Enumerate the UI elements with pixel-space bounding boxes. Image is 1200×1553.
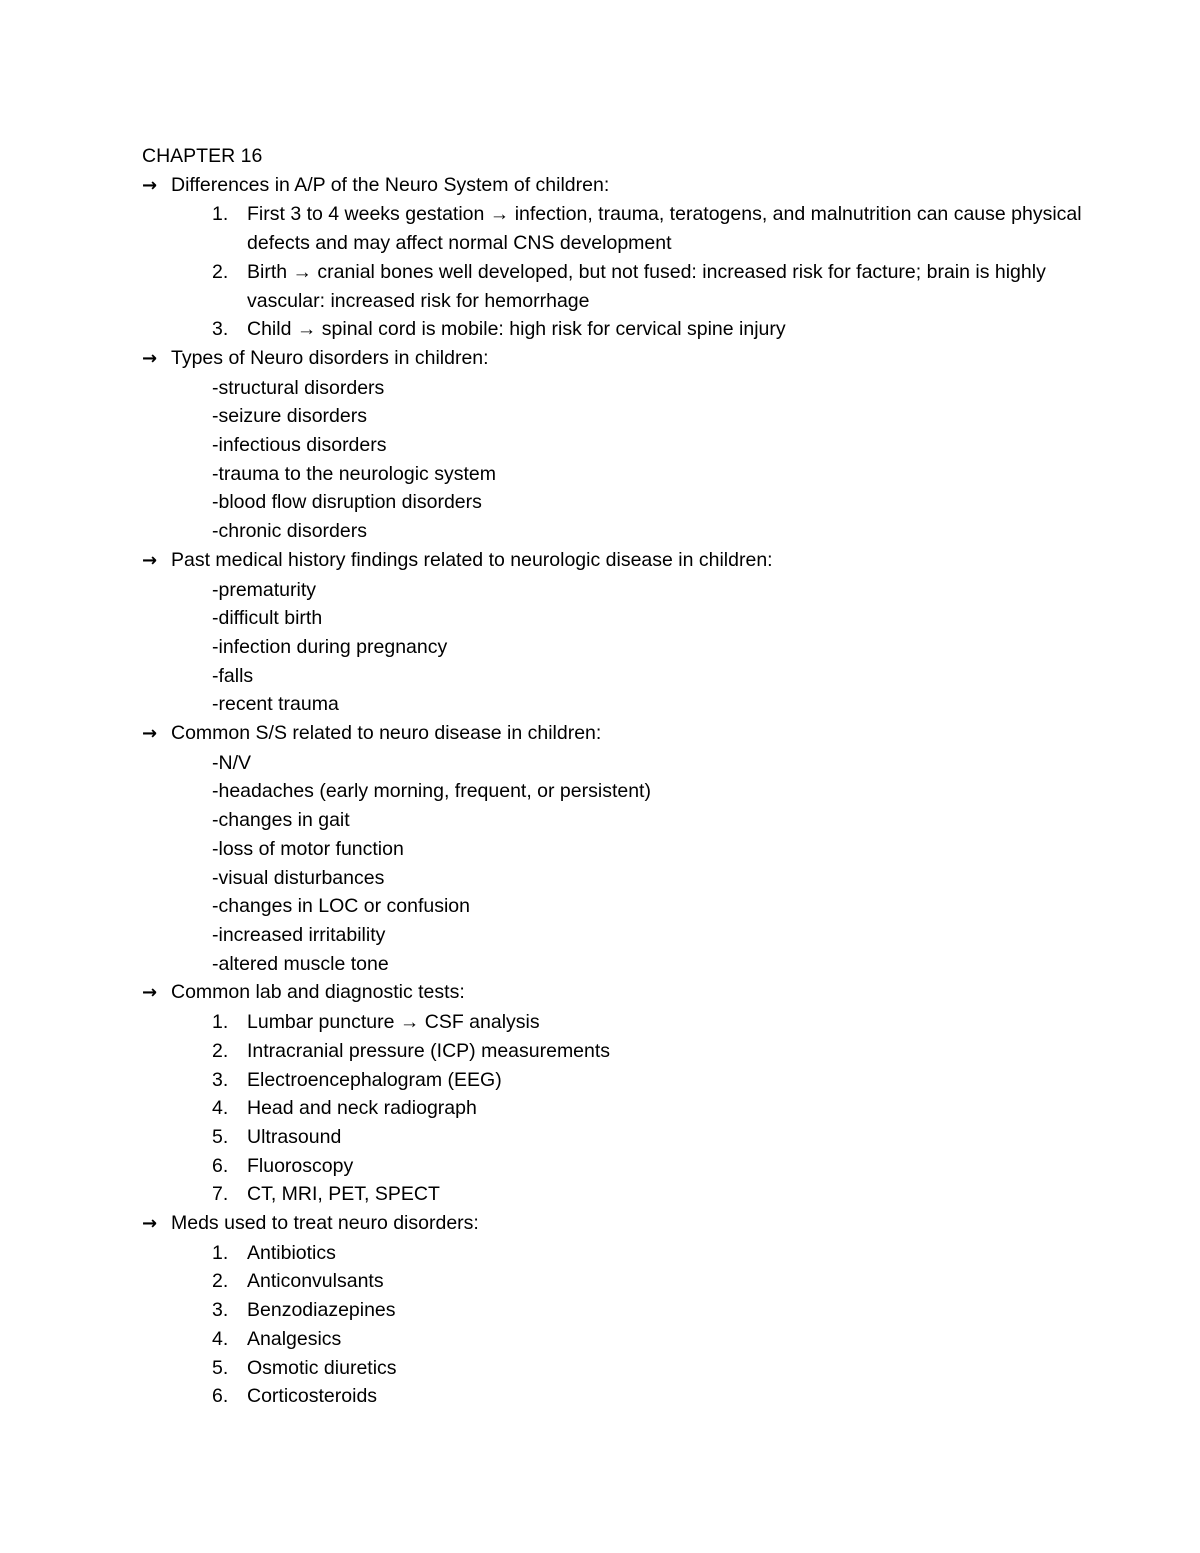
list-number: 7. [212, 1183, 229, 1206]
list-item-text: Lumbar puncture → CSF analysis [247, 1011, 540, 1034]
section-heading-text: Meds used to treat neuro disorders: [171, 1212, 479, 1235]
list-item-text: Fluoroscopy [247, 1154, 354, 1177]
dash-list-item: -visual disturbances [212, 866, 385, 889]
section-heading-text: Types of Neuro disorders in children: [171, 346, 489, 369]
list-item-text: CT, MRI, PET, SPECT [247, 1183, 440, 1206]
numbered-list-item [142, 1325, 1082, 1354]
dash-list-item: -seizure disorders [212, 405, 367, 428]
arrow-right-icon: → [142, 549, 158, 571]
section-heading [142, 719, 1082, 749]
numbered-list-item [142, 1037, 1082, 1066]
section-heading-text: Common lab and diagnostic tests: [171, 981, 465, 1004]
section-heading [142, 171, 1082, 201]
list-item-text: Antibiotics [247, 1241, 336, 1264]
list-number: 6. [212, 1385, 229, 1408]
section-heading [142, 344, 1082, 374]
list-number: 1. [212, 1241, 229, 1264]
arrow-right-icon: → [142, 347, 158, 369]
list-number: 1. [212, 203, 229, 226]
section-heading-text: Differences in A/P of the Neuro System of children: [171, 173, 610, 196]
list-item-text: Corticosteroids [247, 1385, 378, 1408]
section-heading [142, 546, 1082, 576]
list-number: 4. [212, 1327, 229, 1350]
list-number: 1. [212, 1011, 229, 1034]
section-heading [142, 978, 1082, 1008]
list-number: 3. [212, 318, 229, 341]
list-number: 5. [212, 1125, 229, 1148]
dash-list-item: -chronic disorders [212, 520, 367, 543]
list-item-text: Intracranial pressure (ICP) measurements [247, 1039, 611, 1062]
list-item-text: Analgesics [247, 1327, 342, 1350]
list-item-text: Benzodiazepines [247, 1299, 396, 1322]
numbered-list-item [142, 1354, 1082, 1383]
dash-list-item: -N/V [212, 751, 251, 774]
list-item-text: Osmotic diuretics [247, 1356, 397, 1379]
numbered-list-item [142, 315, 1082, 344]
arrow-right-icon: → [142, 982, 158, 1004]
dash-list-item: -structural disorders [212, 376, 385, 399]
numbered-list-item [142, 1008, 1082, 1037]
numbered-list-item [142, 1239, 1082, 1268]
dash-list-item: -prematurity [212, 578, 317, 601]
list-number: 2. [212, 1039, 229, 1062]
section-heading [142, 1209, 1082, 1239]
dash-list-item: -falls [212, 664, 254, 687]
numbered-list-item [142, 1152, 1082, 1181]
dash-list-item: -trauma to the neurologic system [212, 462, 496, 485]
dash-list-item: -difficult birth [212, 607, 323, 630]
dash-list-item: -increased irritability [212, 923, 386, 946]
list-item-text: Child → spinal cord is mobile: high risk for cervical spine injury [247, 318, 786, 341]
dash-list-item: -recent trauma [212, 693, 339, 716]
dash-list-item: -infection during pregnancy [212, 635, 448, 658]
numbered-list-item [142, 1267, 1082, 1296]
numbered-list-item [142, 258, 1082, 315]
document-body [142, 142, 1082, 1411]
list-number: 2. [212, 260, 229, 283]
dash-list-item: -altered muscle tone [212, 952, 389, 975]
list-item-text: Electroencephalogram (EEG) [247, 1068, 502, 1091]
numbered-list-item [142, 1296, 1082, 1325]
dash-list-item: -loss of motor function [212, 837, 404, 860]
numbered-list-item [142, 1180, 1082, 1209]
dash-list-item: -blood flow disruption disorders [212, 491, 482, 514]
arrow-right-icon: → [142, 1213, 158, 1235]
numbered-list-item [142, 1382, 1082, 1411]
numbered-list-item [142, 1094, 1082, 1123]
list-item-text: First 3 to 4 weeks gestation → infection, trauma, teratogens, and malnutrition can cause physical defects and may affect normal CNS development [247, 203, 1082, 255]
dash-list-item: -headaches (early morning, frequent, or persistent) [212, 780, 651, 803]
section-heading-text: Past medical history findings related to neurologic disease in children: [171, 548, 773, 571]
list-number: 3. [212, 1299, 229, 1322]
arrow-right-icon: → [142, 174, 158, 196]
dash-list-item: -changes in LOC or confusion [212, 895, 470, 918]
section-heading-text: Common S/S related to neuro disease in children: [171, 722, 602, 745]
list-number: 6. [212, 1154, 229, 1177]
list-number: 5. [212, 1356, 229, 1379]
list-item-text: Head and neck radiograph [247, 1097, 477, 1120]
dash-list-item: -infectious disorders [212, 434, 387, 457]
list-number: 2. [212, 1270, 229, 1293]
arrow-right-icon: → [142, 723, 158, 745]
dash-list-item: -changes in gait [212, 809, 350, 832]
list-item-text: Anticonvulsants [247, 1270, 384, 1293]
numbered-list-item [142, 1123, 1082, 1152]
numbered-list-item [142, 200, 1082, 257]
list-item-text: Ultrasound [247, 1125, 342, 1148]
numbered-list-item [142, 1066, 1082, 1095]
list-item-text: Birth → cranial bones well developed, but not fused: increased risk for facture; brain is highly vascular: increased risk for hemorrhage [247, 260, 1046, 312]
chapter-title: CHAPTER 16 [142, 145, 263, 167]
list-number: 4. [212, 1097, 229, 1120]
list-number: 3. [212, 1068, 229, 1091]
